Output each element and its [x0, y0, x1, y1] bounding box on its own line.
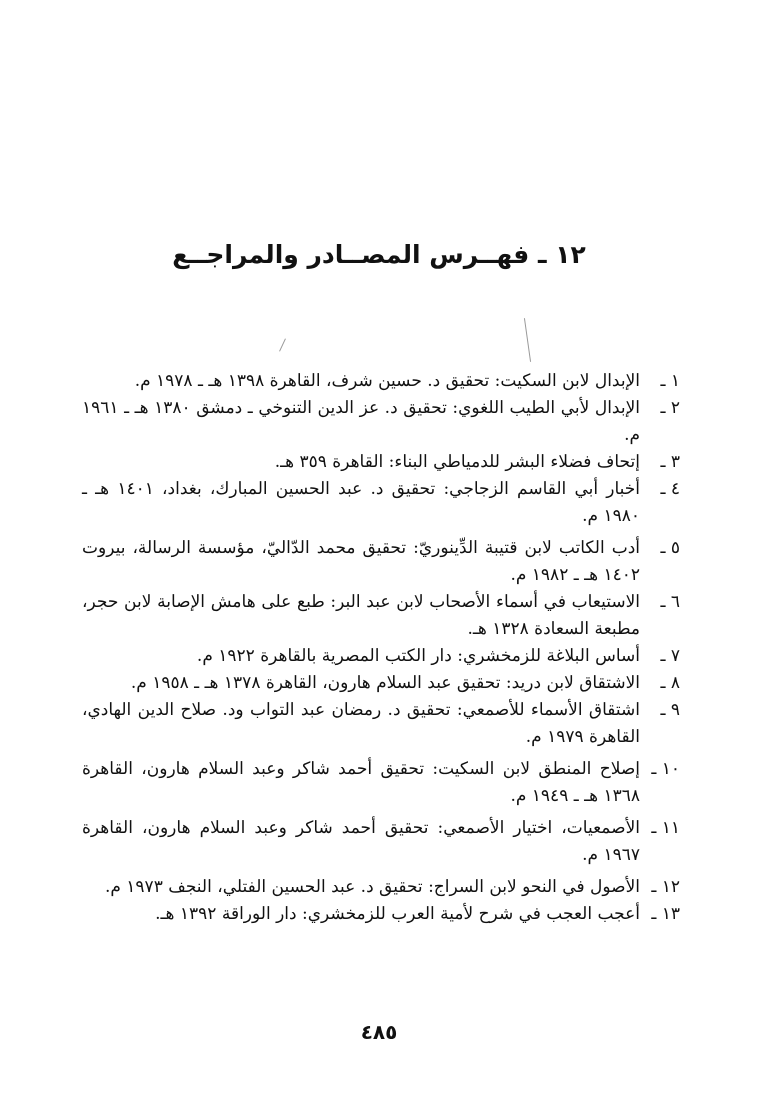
entry-text: الأصول في النحو لابن السراج: تحقيق د. عبد الحسين الفتلي، النجف ١٩٧٣ م. — [104, 877, 640, 897]
entry-number: ١٠ ـ — [651, 759, 680, 779]
list-item — [82, 756, 680, 810]
entry-number: ٨ ـ — [660, 673, 680, 693]
entry-text: أعجب العجب في شرح لأمية العرب للزمخشري: دار الوراقة ١٣٩٢ هـ. — [155, 904, 640, 924]
list-item — [82, 815, 680, 869]
entry-number: ٦ ـ — [660, 592, 680, 612]
entry-number: ٧ ـ — [660, 646, 680, 666]
list-item — [82, 697, 680, 751]
entry-number: ١٣ ـ — [651, 904, 680, 924]
list-item — [82, 643, 680, 670]
entry-text: الإبدال لأبي الطيب اللغوي: تحقيق د. عز الدين التنوخي ـ دمشق ١٣٨٠ هـ ـ ١٩٦١ م. — [82, 398, 641, 445]
list-item — [82, 901, 680, 928]
list-item — [82, 589, 680, 643]
page-number: ٤٨٥ — [360, 1020, 398, 1044]
scan-mark — [524, 318, 531, 362]
page-title: ١٢ ـ فهــرس المصــادر والمراجــع — [172, 240, 586, 269]
entry-number: ٤ ـ — [660, 479, 680, 499]
entry-text: الأصمعيات، اختيار الأصمعي: تحقيق أحمد شاكر وعبد السلام هارون، القاهرة ١٩٦٧ م. — [82, 818, 640, 865]
entry-number: ٩ ـ — [660, 700, 680, 720]
list-item — [82, 476, 680, 530]
entry-number: ١ ـ — [660, 371, 680, 391]
entry-number: ٥ ـ — [660, 538, 680, 558]
list-item — [82, 449, 680, 476]
list-item — [82, 535, 680, 589]
entry-number: ١٢ ـ — [651, 877, 680, 897]
entry-text: الاستيعاب في أسماء الأصحاب لابن عبد البر: طبع على هامش الإصابة لابن حجر، مطبعة السعادة ١٣٢٨ هـ. — [82, 592, 640, 639]
entry-text: أخبار أبي القاسم الزجاجي: تحقيق د. عبد الحسين المبارك، بغداد، ١٤٠١ هـ ـ ١٩٨٠ م. — [82, 479, 641, 526]
entry-text: الاشتقاق لابن دريد: تحقيق عبد السلام هارون، القاهرة ١٣٧٨ هـ ـ ١٩٥٨ م. — [130, 673, 640, 693]
list-item — [82, 368, 680, 395]
entry-number: ٣ ـ — [660, 452, 680, 472]
entry-number: ١١ ـ — [651, 818, 680, 838]
entry-text: أدب الكاتب لابن قتيبة الدِّينوريّ: تحقيق محمد الدّاليّ، مؤسسة الرسالة، بيروت ١٤٠٢ هـ ـ ١٩٨٢ م. — [82, 538, 640, 585]
entry-number: ٢ ـ — [660, 398, 680, 418]
entry-text: اشتقاق الأسماء للأصمعي: تحقيق د. رمضان عبد التواب ود. صلاح الدين الهادي، القاهرة ١٩٧٩ م. — [82, 700, 640, 747]
entry-text: الإبدال لابن السكيت: تحقيق د. حسين شرف، القاهرة ١٣٩٨ هـ ـ ١٩٧٨ م. — [134, 371, 640, 391]
list-item — [82, 670, 680, 697]
entry-text: إتحاف فضلاء البشر للدمياطي البناء: القاهرة ٣٥٩ هـ. — [274, 452, 640, 472]
list-item — [82, 395, 680, 449]
entry-text: أساس البلاغة للزمخشري: دار الكتب المصرية بالقاهرة ١٩٢٢ م. — [196, 646, 640, 666]
entry-text: إصلاح المنطق لابن السكيت: تحقيق أحمد شاكر وعبد السلام هارون، القاهرة ١٣٦٨ هـ ـ ١٩٤٩ م. — [82, 759, 640, 806]
scan-mark — [279, 338, 286, 351]
reference-list — [82, 368, 680, 928]
list-item — [82, 874, 680, 901]
